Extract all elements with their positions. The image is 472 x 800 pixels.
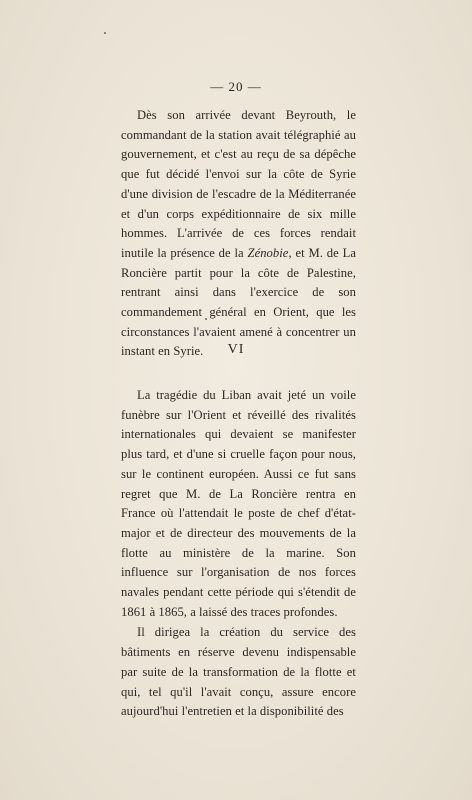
page-number: — 20 — (210, 79, 262, 94)
paragraph-reserve: Il dirigea la création du service des bâtiments en réserve devenu indispensable par suite de la transformation de la flotte et qui, tel qu'il l'avait conçu, assure encore aujourd'hui l'entretien et la disponibilité des (121, 625, 356, 719)
section-v-end (121, 106, 356, 362)
section-vi-body (121, 386, 356, 722)
ship-name: Zénobie (247, 245, 289, 260)
paper-speck (104, 32, 106, 34)
paragraph-beyrouth (121, 106, 356, 362)
section-heading: VI (227, 342, 245, 357)
paragraph-text: , et M. de La Roncière partit pour la côte de Palestine, rentrant ainsi dans l'exercice de son commandement général en Orient, que les circonstances l'avaient amené à concentrer un instant en Syrie. (121, 245, 356, 359)
paragraph-text: Dès son arrivée devant Beyrouth, le commandant de la station avait télégraphié au gouvernement, et c'est au reçu de sa dépêche que fut décidé l'envoi sur la côte de Syrie d'une division de l'escadre de la Méditerranée et d'un corps expéditionnaire de six mille hommes. L'arrivée de ces forces rendait inutile la présence de la (121, 108, 356, 260)
paragraph-liban: La tragédie du Liban avait jeté un voile funèbre sur l'Orient et réveillé des rivalités internationales qui devaient se manifester plus tard, et d'une si cruelle façon pour nous, sur le continent européen. Aussi ce fut sans regret que M. de La Roncière rentra en France où l'attendait le poste de chef d'état-major et de directeur des mouvements de la flotte au ministère de la marine. Son influence sur l'organisation de nos forces navales pendant cette période qui s'étendit de 1861 à 1865, a laissé des traces profondes. (121, 388, 356, 619)
